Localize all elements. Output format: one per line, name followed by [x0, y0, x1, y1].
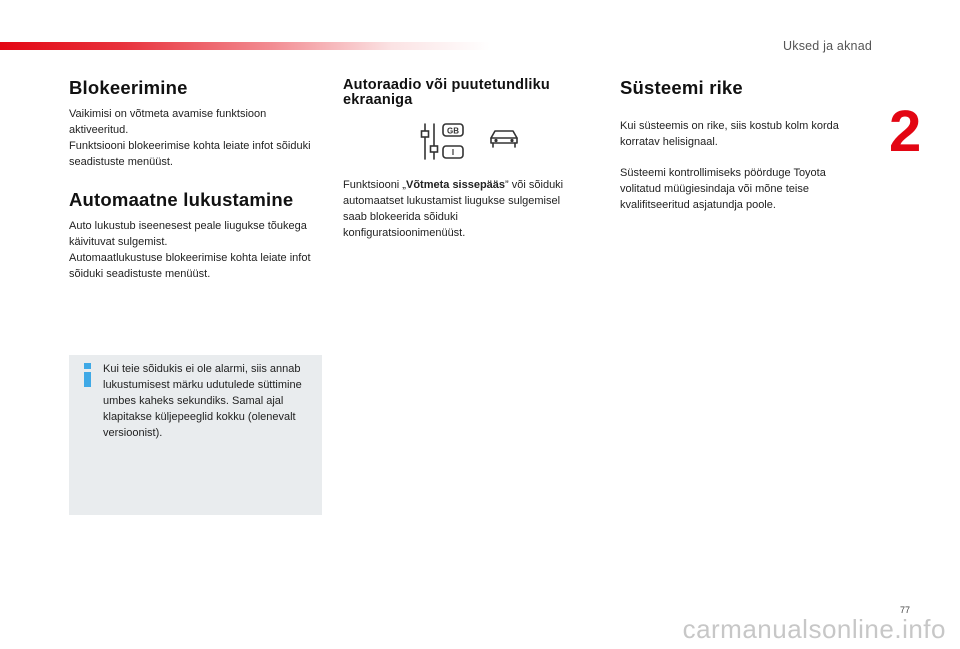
text-keyless-entry: Võtmeta sissepääs: [405, 179, 506, 191]
paragraph-fault-signal: Kui süsteemis on rike, siis kostub kolm korda korratav helisignaal.: [620, 120, 839, 149]
header-accent-bar: [0, 42, 490, 50]
icon-badge-bottom: I: [451, 148, 455, 157]
paragraph-radio-blocking: [343, 177, 568, 241]
icon-row: [420, 122, 530, 162]
chapter-number: 2: [889, 99, 922, 164]
paragraph-blocking-info: Funktsiooni blokeerimise kohta leiate infot sõiduki seadistuste menüüst.: [69, 140, 311, 169]
paragraph-default-state: Vaikimisi on võtmeta avamise funktsioon aktiveeritud.: [69, 108, 267, 137]
car-icon: [488, 128, 520, 150]
text-before-bold: Funktsiooni „: [343, 179, 406, 191]
paragraph-auto-lock-blocking: Automaatlukustuse blokeerimise kohta leiate infot sõiduki seadistuste menüüst.: [69, 252, 311, 281]
info-box: [69, 355, 322, 515]
heading-blokeerimine: Blokeerimine: [69, 77, 188, 98]
text-after-bold: ” või sõiduki automaatset lukustamist liugukse sulgemisel saab blokeerida sõiduki konfiguratsioonimenüüst.: [343, 179, 564, 239]
paragraph-auto-lock: Auto lukustub iseenesest peale liugukse tõukega käivituvat sulgemist.: [69, 220, 307, 249]
column-radio-touchscreen: [343, 77, 583, 239]
heading-system-fault: Süsteemi rike: [620, 77, 743, 98]
section-title: Uksed ja aknad: [783, 39, 872, 53]
info-box-text: Kui teie sõidukis ei ole alarmi, siis annab lukustumisest märku udutulede süttimine umbes kaheks sekundiks. Samal ajal klapitakse küljepeeglid kokku (olenevalt versioonist).: [103, 363, 302, 439]
watermark: carmanualsonline.info: [682, 614, 946, 644]
column-system-fault: [620, 77, 870, 213]
column-blocking: [69, 77, 319, 282]
paragraph-contact-dealer: Süsteemi kontrollimiseks pöörduge Toyota volitatud müügiesindaja või mõne teise kvalifitseeritud asjatundja poole.: [620, 167, 826, 212]
page-number: 77: [900, 605, 911, 615]
icon-badge-top: GB: [447, 126, 459, 136]
heading-automatic-locking: Automaatne lukustamine: [69, 189, 294, 211]
info-icon: [79, 361, 97, 389]
settings-sliders-icon: [420, 122, 466, 162]
heading-radio-touchscreen: Autoraadio või puutetundliku ekraaniga: [343, 77, 550, 109]
